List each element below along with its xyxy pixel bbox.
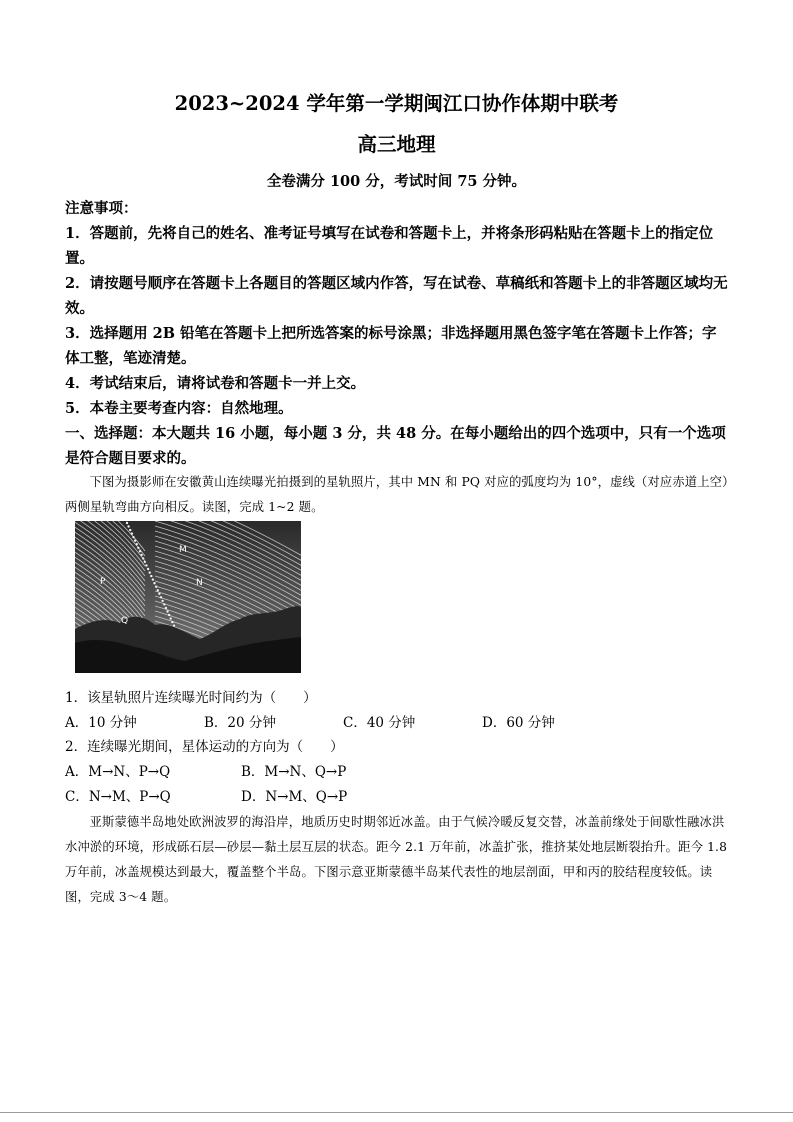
note-item: 1．答题前，先将自己的姓名、准考证号填写在试卷和答题卡上，并将条形码粘贴在答题卡上的指定位置。 bbox=[65, 225, 714, 267]
passage-star-trails: 下图为摄影师在安徽黄山连续曝光拍摄到的星轨照片，其中 MN 和 PQ 对应的弧度均为 10°，虚线（对应赤道上空）两侧星轨弯曲方向相反。读图，完成 1~2 题。 bbox=[65, 475, 729, 514]
question-2-option-c[interactable]: C．N→M、P→Q bbox=[65, 789, 171, 805]
note-item: 2．请按题号顺序在答题卡上各题目的答题区域内作答，写在试卷、草稿纸和答题卡上的非答题区域均无效。 bbox=[65, 275, 728, 317]
question-2-options-row-2 bbox=[65, 785, 725, 810]
label-p: P bbox=[100, 577, 106, 587]
equator-dot bbox=[145, 564, 147, 566]
equator-dot bbox=[142, 557, 144, 559]
question-2-options-row-1 bbox=[65, 760, 725, 785]
question-2-stem: 2．连续曝光期间，星体运动的方向为（ ） bbox=[65, 739, 344, 755]
question-1-option-c[interactable]: C．40 分钟 bbox=[343, 715, 416, 731]
note-item: 5．本卷主要考查内容：自然地理。 bbox=[65, 400, 293, 417]
equator-dot bbox=[153, 582, 155, 584]
section-heading: 一、选择题：本大题共 16 小题，每小题 3 分，共 48 分。在每小题给出的四个选项中，只有一个选项是符合题目要求的。 bbox=[65, 425, 726, 467]
passage-jasmund: 亚斯蒙德半岛地处欧洲波罗的海沿岸，地质历史时期邻近冰盖。由于气候冷暖反复交替，冰盖前缘处于间歇性融冰洪水冲淤的环境，形成砾石层—砂层—黏土层互层的状态。距今 2.1 万年前，冰盖扩张，推挤某处地层断裂抬升。距今 1.8 万年前，冰盖规模达到最大，覆盖整个半岛。下图示意亚斯蒙德半岛某代表性的地层剖面，甲和丙的胶结程度较低。读图，完成 3～4 题。 bbox=[65, 815, 728, 904]
note-item: 4．考试结束后，请将试卷和答题卡一并上交。 bbox=[65, 375, 366, 392]
equator-dot bbox=[140, 554, 142, 556]
equator-dot bbox=[171, 621, 173, 623]
question-1-option-a[interactable]: A．10 分钟 bbox=[65, 715, 137, 731]
equator-dot bbox=[147, 568, 149, 570]
equator-dot bbox=[150, 575, 152, 577]
label-n: N bbox=[196, 578, 203, 588]
label-q: Q bbox=[121, 616, 129, 626]
equator-dot bbox=[137, 547, 139, 549]
question-1-option-d[interactable]: D．60 分钟 bbox=[482, 715, 555, 731]
notes-section bbox=[65, 196, 730, 471]
star-trail-svg bbox=[75, 521, 301, 673]
equator-dot bbox=[127, 525, 129, 527]
equator-dot bbox=[131, 532, 133, 534]
equator-dot bbox=[170, 617, 172, 619]
equator-dot bbox=[132, 536, 134, 538]
question-2-option-d[interactable]: D．N→M、Q→P bbox=[241, 789, 348, 805]
equator-dot bbox=[134, 540, 136, 542]
equator-dot bbox=[161, 600, 163, 602]
equator-dot bbox=[126, 522, 128, 524]
question-2-option-a[interactable]: A．M→N、P→Q bbox=[65, 764, 171, 780]
exam-meta: 全卷满分 100 分，考试时间 75 分钟。 bbox=[266, 173, 527, 190]
equator-dot bbox=[160, 596, 162, 598]
question-1-options bbox=[65, 711, 725, 736]
subject-title: 高三地理 bbox=[357, 133, 436, 156]
star-trail-photo bbox=[75, 521, 301, 673]
equator-dot bbox=[129, 529, 131, 531]
equator-dot bbox=[157, 589, 159, 591]
equator-dot bbox=[152, 578, 154, 580]
equator-dot bbox=[136, 543, 138, 545]
question-2-option-b[interactable]: B．M→N、Q→P bbox=[241, 764, 347, 780]
equator-dot bbox=[163, 603, 165, 605]
equator-dot bbox=[149, 571, 151, 573]
equator-dot bbox=[166, 610, 168, 612]
equator-dot bbox=[155, 586, 157, 588]
equator-dot bbox=[139, 550, 141, 552]
note-item: 3．选择题用 2B 铅笔在答题卡上把所选答案的标号涂黑；非选择题用黑色签字笔在答题卡上作答；字体工整，笔迹清楚。 bbox=[65, 325, 717, 367]
exam-title: 2023~2024 学年第一学期闽江口协作体期中联考 bbox=[174, 92, 619, 115]
label-m: M bbox=[179, 545, 187, 555]
notes-heading: 注意事项： bbox=[65, 200, 138, 217]
question-1-option-b[interactable]: B．20 分钟 bbox=[204, 715, 276, 731]
equator-dot bbox=[144, 561, 146, 563]
page-bottom-rule bbox=[0, 1112, 793, 1113]
question-1-stem: 1．该星轨照片连续曝光时间约为（ ） bbox=[65, 690, 317, 706]
equator-dot bbox=[168, 614, 170, 616]
equator-dot bbox=[165, 607, 167, 609]
equator-dot bbox=[158, 593, 160, 595]
